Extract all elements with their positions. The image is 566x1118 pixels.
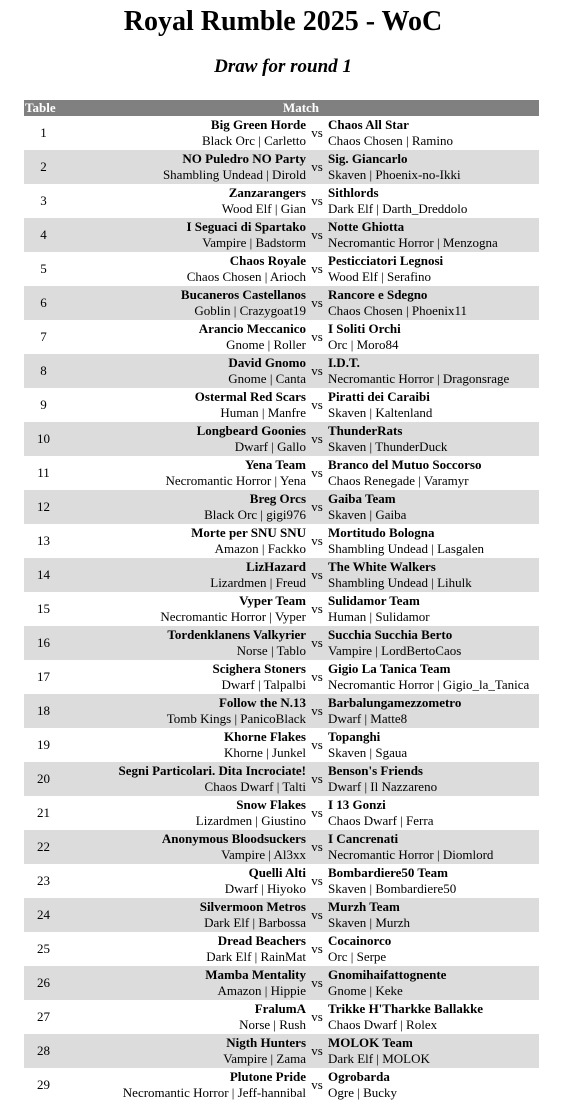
home-team-name: Anonymous Bloodsuckers [161,831,306,846]
away-team-detail: Skaven | Sgaua [328,745,408,760]
home-team [63,592,306,626]
table-row [24,966,539,1000]
table-row [24,1000,539,1034]
away-team-detail: Necromantic Horror | Menzogna [328,235,498,250]
page-title: Royal Rumble 2025 - WoC [123,6,443,37]
away-team-detail: Skaven | Phoenix-no-Ikki [328,167,461,182]
away-team [328,286,539,320]
away-team-name: Notte Ghiotta [328,219,405,234]
home-team [63,762,306,796]
away-team-detail: Ogre | Bucky [328,1085,398,1100]
vs-label: vs [311,771,323,786]
home-team-name: Nigth Hunters [226,1035,306,1050]
away-team-name: Topanghi [328,729,381,744]
home-team-detail: Dwarf | Gallo [234,439,306,454]
table-row [24,762,539,796]
home-team [63,728,306,762]
away-team-detail: Chaos Renegade | Varamyr [328,473,469,488]
away-team-name: Rancore e Sdegno [328,287,428,302]
home-team-name: Follow the N.13 [218,695,306,710]
table-row [24,422,539,456]
page-subtitle: Draw for round 1 [214,56,352,77]
away-team [328,728,539,762]
away-team-detail: Gnome | Keke [328,983,403,998]
vs-label: vs [311,533,323,548]
home-team-detail: Vampire | Badstorm [202,235,306,250]
home-team-detail: Human | Manfre [220,405,306,420]
away-team [328,1068,539,1102]
away-team-detail: Skaven | Bombardiere50 [328,881,457,896]
home-team-detail: Lizardmen | Freud [210,575,306,590]
table-row [24,898,539,932]
vs-label: vs [311,125,323,140]
vs-label: vs [311,839,323,854]
home-team-name: Segni Particolari. Dita Incrociate! [118,763,306,778]
home-team [63,796,306,830]
away-team-detail: Orc | Serpe [328,949,387,964]
table-row [24,932,539,966]
away-team-name: MOLOK Team [328,1035,413,1050]
home-team-name: Plutone Pride [229,1069,306,1084]
home-team-detail: Chaos Chosen | Arioch [186,269,306,284]
away-team-name: I Cancrenati [328,831,399,846]
away-team-name: I 13 Gonzi [328,797,386,812]
home-team-detail: Vampire | Al3xx [221,847,306,862]
away-team-name: Branco del Mutuo Soccorso [328,457,482,472]
away-team-detail: Dwarf | Matte8 [328,711,408,726]
table-number: 19 [37,737,50,752]
away-team-name: Gnomihaifattognente [328,967,447,982]
table-number: 13 [37,533,50,548]
home-team [63,626,306,660]
away-team-name: Sulidamor Team [328,593,420,608]
away-team-detail: Chaos Dwarf | Ferra [328,813,434,828]
away-team [328,388,539,422]
home-team-detail: Norse | Rush [239,1017,306,1032]
table-number: 14 [37,567,50,582]
home-team-name: FralumA [254,1001,306,1016]
table-number: 6 [40,295,47,310]
table-number: 11 [37,465,50,480]
away-team [328,592,539,626]
vs-label: vs [311,1077,323,1092]
vs-label: vs [311,635,323,650]
vs-label: vs [311,227,323,242]
home-team [63,422,306,456]
table-row [24,830,539,864]
away-team [328,762,539,796]
home-team-detail: Dark Elf | RainMat [206,949,306,964]
table-row [24,286,539,320]
home-team-name: Mamba Mentality [205,967,306,982]
table-number: 16 [37,635,50,650]
home-team [63,218,306,252]
home-team-detail: Wood Elf | Gian [221,201,306,216]
table-row [24,320,539,354]
away-team-name: Ogrobarda [328,1069,390,1084]
home-team-detail: Amazon | Hippie [217,983,306,998]
away-team-detail: Necromantic Horror | Dragonsrage [328,371,510,386]
home-team [63,694,306,728]
away-team [328,626,539,660]
vs-label: vs [311,397,323,412]
away-team [328,184,539,218]
away-team-detail: Wood Elf | Serafino [328,269,432,284]
table-number: 18 [37,703,50,718]
home-team-name: I Seguaci di Spartako [186,219,306,234]
away-team-name: ThunderRats [328,423,403,438]
table-body [24,116,539,1102]
home-team-name: Zanzarangers [228,185,306,200]
away-team [328,932,539,966]
vs-label: vs [311,1009,323,1024]
home-team [63,490,306,524]
table-row [24,456,539,490]
table-row [24,184,539,218]
away-team [328,524,539,558]
table-row [24,796,539,830]
table-number: 23 [37,873,50,888]
away-team-detail: Chaos Chosen | Ramino [328,133,454,148]
home-team-detail: Dark Elf | Barbossa [204,915,306,930]
home-team-name: Snow Flakes [236,797,306,812]
table-number: 8 [40,363,47,378]
home-team-detail: Gnome | Roller [226,337,306,352]
vs-label: vs [311,601,323,616]
table-number: 9 [40,397,47,412]
away-team-detail: Skaven | Murzh [328,915,411,930]
vs-label: vs [311,499,323,514]
away-team [328,456,539,490]
away-team [328,898,539,932]
vs-label: vs [311,295,323,310]
table-row [24,694,539,728]
away-team [328,490,539,524]
away-team-detail: Chaos Chosen | Phoenix11 [328,303,467,318]
home-team-detail: Norse | Tablo [236,643,306,658]
home-team [63,830,306,864]
vs-label: vs [311,431,323,446]
home-team [63,388,306,422]
home-team-detail: Dwarf | Hiyoko [224,881,306,896]
home-team-detail: Dwarf | Talpalbi [221,677,306,692]
home-team-name: Vyper Team [239,593,306,608]
header-match: Match [63,100,539,116]
table-number: 27 [37,1009,50,1024]
away-team-detail: Shambling Undead | Lasgalen [328,541,485,556]
table-number: 26 [37,975,50,990]
home-team-name: Ostermal Red Scars [194,389,306,404]
away-team-name: Succhia Succhia Berto [328,627,453,642]
away-team-detail: Orc | Moro84 [328,337,399,352]
home-team-name: Arancio Meccanico [198,321,306,336]
table-row [24,864,539,898]
away-team-name: Bombardiere50 Team [328,865,449,880]
away-team [328,320,539,354]
away-team [328,864,539,898]
table-number: 12 [37,499,50,514]
home-team-name: Chaos Royale [229,253,306,268]
home-team [63,1068,306,1102]
away-team [328,354,539,388]
home-team-name: Tordenklanens Valkyrier [167,627,306,642]
home-team [63,1034,306,1068]
draw-table [24,100,539,1102]
away-team [328,150,539,184]
table-number: 17 [37,669,50,684]
away-team-detail: Vampire | LordBertoCaos [328,643,462,658]
away-team-name: Gigio La Tanica Team [328,661,451,676]
home-team-name: Scighera Stoners [212,661,306,676]
vs-label: vs [311,805,323,820]
home-team-detail: Tomb Kings | PanicoBlack [166,711,306,726]
home-team [63,864,306,898]
away-team [328,218,539,252]
away-team-detail: Skaven | Gaiba [328,507,407,522]
table-row [24,558,539,592]
away-team [328,694,539,728]
away-team-name: Pesticciatori Legnosi [328,253,444,268]
home-team-name: Morte per SNU SNU [191,525,306,540]
away-team-name: I.D.T. [328,355,360,370]
vs-label: vs [311,907,323,922]
away-team-detail: Skaven | Kaltenland [328,405,433,420]
home-team-name: Longbeard Goonies [196,423,306,438]
home-team [63,898,306,932]
vs-label: vs [311,669,323,684]
table-number: 15 [37,601,50,616]
away-team-name: Benson's Friends [328,763,423,778]
home-team-name: Big Green Horde [210,117,306,132]
away-team-detail: Chaos Dwarf | Rolex [328,1017,438,1032]
away-team-detail: Dark Elf | Darth_Dreddolo [328,201,468,216]
away-team-name: Sithlords [328,185,379,200]
home-team-detail: Necromantic Horror | Vyper [160,609,306,624]
table-row [24,116,539,150]
table-row [24,660,539,694]
table-row [24,728,539,762]
header-table: Table [24,100,63,116]
table-row [24,388,539,422]
table-number: 20 [37,771,50,786]
home-team [63,286,306,320]
away-team-name: I Soliti Orchi [328,321,401,336]
away-team-detail: Necromantic Horror | Diomlord [328,847,494,862]
away-team-name: The White Walkers [328,559,436,574]
home-team-detail: Necromantic Horror | Yena [165,473,306,488]
away-team [328,422,539,456]
away-team [328,1000,539,1034]
home-team-name: Silvermoon Metros [199,899,306,914]
table-row [24,1068,539,1102]
home-team [63,558,306,592]
home-team-name: Yena Team [244,457,306,472]
away-team [328,966,539,1000]
home-team-name: Dread Beachers [217,933,306,948]
home-team-name: Breg Orcs [249,491,306,506]
home-team-detail: Gnome | Canta [228,371,306,386]
away-team [328,1034,539,1068]
away-team-detail: Human | Sulidamor [328,609,430,624]
vs-label: vs [311,567,323,582]
home-team-detail: Goblin | Crazygoat19 [194,303,306,318]
home-team-detail: Amazon | Fackko [214,541,306,556]
home-team-name: Bucaneros Castellanos [180,287,306,302]
home-team-detail: Chaos Dwarf | Talti [204,779,306,794]
vs-label: vs [311,1043,323,1058]
table-row [24,1034,539,1068]
home-team [63,966,306,1000]
table-number: 5 [40,261,47,276]
away-team-detail: Necromantic Horror | Gigio_la_Tanica [328,677,530,692]
vs-label: vs [311,465,323,480]
away-team-detail: Dark Elf | MOLOK [328,1051,430,1066]
away-team-name: Barbalungamezzometro [328,695,462,710]
home-team-name: David Gnomo [228,355,306,370]
table-number: 7 [40,329,47,344]
table-number: 28 [37,1043,50,1058]
away-team-detail: Shambling Undead | Lihulk [328,575,472,590]
away-team-name: Mortitudo Bologna [328,525,435,540]
home-team-detail: Necromantic Horror | Jeff-hannibal [122,1085,306,1100]
table-number: 2 [40,159,47,174]
away-team-name: Piratti dei Caraibi [328,389,430,404]
table-row [24,626,539,660]
home-team-detail: Black Orc | gigi976 [204,507,306,522]
away-team [328,796,539,830]
table-number: 10 [37,431,50,446]
home-team-name: LizHazard [246,559,306,574]
vs-label: vs [311,363,323,378]
table-number: 25 [37,941,50,956]
home-team [63,354,306,388]
vs-label: vs [311,703,323,718]
home-team-detail: Lizardmen | Giustino [195,813,306,828]
table-number: 24 [37,907,50,922]
away-team [328,116,539,150]
vs-label: vs [311,737,323,752]
home-team [63,184,306,218]
table-row [24,592,539,626]
vs-label: vs [311,975,323,990]
table-number: 1 [40,125,47,140]
home-team-name: NO Puledro NO Party [182,151,306,166]
away-team [328,660,539,694]
table-number: 29 [37,1077,50,1092]
table-number: 21 [37,805,50,820]
vs-label: vs [311,159,323,174]
away-team-name: Cocainorco [328,933,392,948]
table-row [24,252,539,286]
home-team-name: Khorne Flakes [224,729,306,744]
away-team-name: Sig. Giancarlo [328,151,408,166]
table-row [24,354,539,388]
home-team [63,524,306,558]
home-team [63,116,306,150]
away-team-name: Murzh Team [328,899,400,914]
vs-label: vs [311,873,323,888]
table-number: 22 [37,839,50,854]
home-team [63,456,306,490]
home-team-detail: Vampire | Zama [223,1051,306,1066]
away-team-name: Gaiba Team [328,491,396,506]
away-team [328,252,539,286]
vs-label: vs [311,941,323,956]
table-header-row [24,100,539,116]
away-team [328,830,539,864]
table-row [24,524,539,558]
home-team [63,150,306,184]
away-team-detail: Skaven | ThunderDuck [328,439,448,454]
table-row [24,490,539,524]
table-number: 4 [40,227,47,242]
home-team [63,252,306,286]
table-row [24,150,539,184]
away-team-detail: Dwarf | Il Nazzareno [328,779,438,794]
away-team-name: Trikke H'Tharkke Ballakke [328,1001,484,1016]
home-team [63,932,306,966]
vs-label: vs [311,329,323,344]
home-team-name: Quelli Alti [248,865,306,880]
table-number: 3 [40,193,47,208]
away-team [328,558,539,592]
home-team [63,660,306,694]
table-row [24,218,539,252]
away-team-name: Chaos All Star [328,117,409,132]
vs-label: vs [311,193,323,208]
home-team-detail: Khorne | Junkel [223,745,306,760]
home-team-detail: Black Orc | Carletto [201,133,306,148]
home-team [63,1000,306,1034]
home-team [63,320,306,354]
vs-label: vs [311,261,323,276]
home-team-detail: Shambling Undead | Dirold [162,167,306,182]
